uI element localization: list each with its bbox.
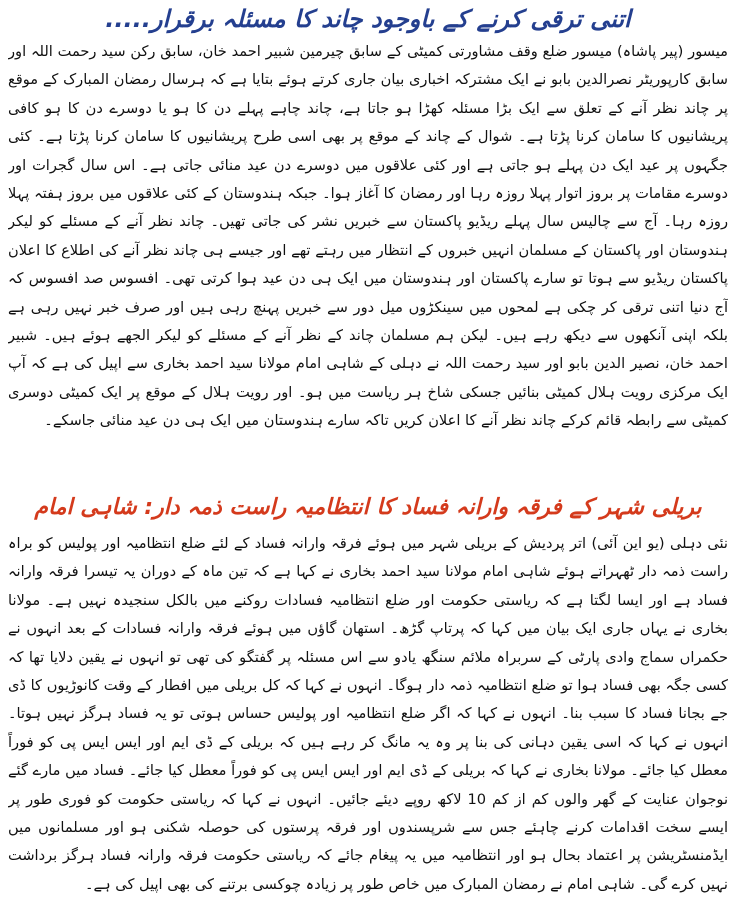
article-2-headline: بریلی شہر کے فرقہ وارانہ فساد کا انتظامیہ راست ذمہ دار: شاہی امام — [34, 495, 702, 520]
article-1-body: میسور (پیر پاشاہ) میسور ضلع وقف مشاورتی کمیٹی کے سابق چیرمین شبیر احمد خان، سابق رکن سید رحمت اللہ اور سابق کارپوریٹر نصرالدین بابو نے ایک مشترکہ اخباری بیان جاری کرتے ہوئے بتایا ہے کہ ہرسال رمضان المبارک کے موقع پر چاند نظر آنے کے تعلق سے ایک بڑا مسئلہ کھڑا ہو جاتا ہے، چاند چاہے پہلے دن کا ہو یا دوسرے دن کا ہو کافی پریشانیوں کا سامان کرنا پڑتا ہے۔ شوال کے چاند کے موقع پر بھی اسی طرح پریشانیوں کا سامان کرنا پڑتا ہے۔ کئی جگہوں پر عید ایک دن پہلے ہو جاتی ہے اور کئی علاقوں میں دوسرے دن عید منائی جاتی ہے۔ اس سال گجرات اور دوسرے مقامات پر بروز اتوار پہلا روزہ رہا اور رمضان کا آغاز ہوا۔ جبکہ ہندوستان کے کئی علاقوں میں بروز ہفتہ پہلا روزہ رہا۔ آج سے چالیس سال پہلے ریڈیو پاکستان سے خبریں نشر کی جاتی تھیں۔ چاند نظر آنے کے مسئلے کو لیکر ہندوستان اور پاکستان کے مسلمان انہیں خبروں کے انتظار میں رہتے تھے اور جیسے ہی چاند نظر آنے کی اطلاع کا اعلان پاکستان ریڈیو سے ہوتا تو سارے پاکستان اور ہندوستان میں ایک ہی دن عید ہوا کرتی تھی۔ افسوس صد افسوس کہ آج دنیا اتنی ترقی کر چکی ہے لمحوں میں سینکڑوں میل دور سے خبریں پہنچ رہی ہیں اور صرف خبر نہیں رہی ہے بلکہ اپنی آنکھوں سے دیکھ رہے ہیں۔ لیکن ہم مسلمان چاند کے نظر آنے کے مسئلے کو لیکر الجھے ہوئے ہیں۔ شبیر احمد خان، نصیر الدین بابو اور سید رحمت اللہ نے دہلی کے شاہی امام مولانا سید احمد بخاری سے اپیل کی ہے کہ آپ ایک مرکزی رویت ہلال کمیٹی بنائیں جسکی شاخ ہر ریاست میں ہو۔ اور رویت ہلال کے موقع پر ایک کمیٹی دوسری کمیٹی سے رابطہ قائم کرکے چاند نظر آنے کا اعلان کریں تاکہ سارے ہندوستان میں ایک ہی دن عید منائی جاسکے۔ — [8, 43, 728, 430]
article-separator — [8, 480, 728, 494]
article-2-body: نئی دہلی (یو این آئی) اتر پردیش کے بریلی شہر میں ہوئے فرقہ وارانہ فساد کے لئے ضلع انتظامیہ اور پولیس کو براہ راست ذمہ دار ٹھہراتے ہوئے شاہی امام مولانا سید احمد بخاری نے کہا ہے کہ تین ماہ کے دوران یہ تیسرا فرقہ وارانہ فساد ہے اور ایسا لگتا ہے کہ ریاستی حکومت اور ضلع انتظامیہ فسادات روکنے میں بالکل سنجیدہ نہیں ہے۔ مولانا بخاری نے یہاں جاری ایک بیان میں کہا کہ پرتاپ گڑھ۔ استھان گاؤں میں ہوئے فرقہ وارانہ فسادات کے بعد انہوں نے حکمراں سماج وادی پارٹی کے سربراہ ملائم سنگھ یادو سے اس مسئلہ پر گفتگو کی تھی تو انہوں نے یقین دلایا تھا کہ کسی جگہ بھی فساد ہوا تو ضلع انتظامیہ ذمہ دار ہوگا۔ انہوں نے کہا کہ کل بریلی میں افطار کے وقت کانوڑیوں کا ڈی جے بجانا فساد کا سبب بنا۔ انہوں نے کہا کہ اگر ضلع انتظامیہ اور پولیس حساس ہوتی تو یہ فساد ہرگز نہیں ہوتا۔ انہوں نے کہا کہ اسی یقین دہانی کی بنا پر وہ یہ مانگ کر رہے ہیں کہ بریلی کے ڈی ایم اور ایس ایس پی کو فوراً معطل کیا جائے۔ مولانا بخاری نے کہا کہ بریلی کے ڈی ایم اور ایس ایس پی کو فوراً معطل کیا جائے۔ فساد میں مارے گئے نوجوان عنایت کے گھر والوں کم از کم 10 لاکھ روپے دیئے جائیں۔ انہوں نے کہا کہ ریاستی حکومت کو فوری طور پر ایسے سخت اقدامات کرنے چاہئے جس سے شرپسندوں اور فرقہ پرستوں کی حوصلہ شکنی ہو اور مسلمانوں میں ایڈمنسٹریشن پر اعتماد بحال ہو اور انتظامیہ میں یہ پیغام جائے کہ ریاستی حکومت فرقہ وارانہ فساد ہرگز برداشت نہیں کرے گی۔ شاہی امام نے رمضان المبارک میں خاص طور پر زیادہ چوکسی برتنے کی بھی اپیل کی ہے۔ — [8, 535, 728, 893]
article-1-headline: اتنی ترقی کرنے کے باوجود چاند کا مسئلہ برقرار..... — [105, 5, 631, 33]
